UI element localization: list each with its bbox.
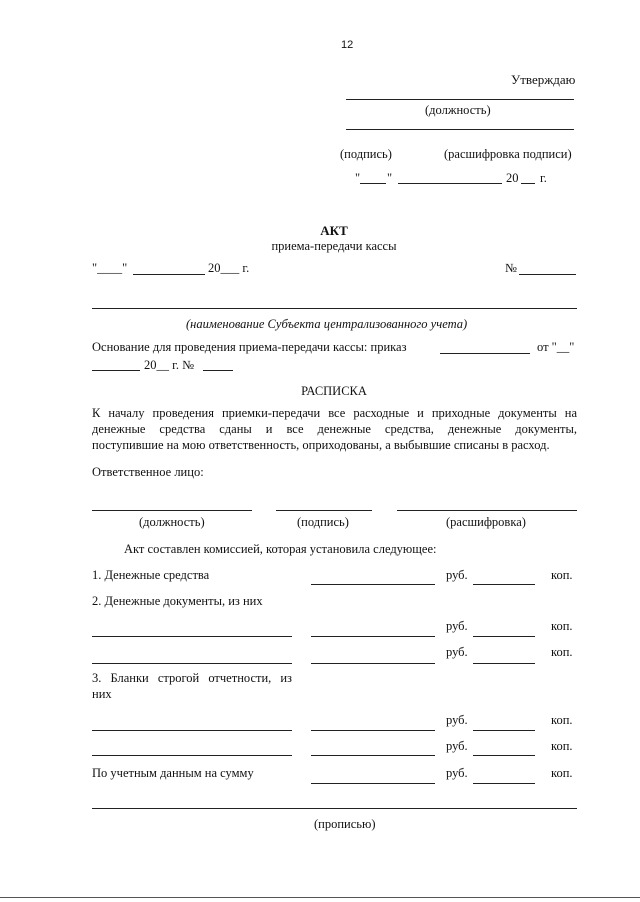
item-1-kop-line[interactable] (473, 584, 535, 585)
approval-date-day-line[interactable] (360, 183, 386, 184)
item-2-row-1-rub: руб. (446, 619, 468, 633)
item-3-label-line-1: 3. Бланки строгой отчетности, из (92, 671, 292, 685)
total-rub: руб. (446, 766, 468, 780)
item-2-row-1-kop: коп. (551, 619, 573, 633)
item-3-row-1-name-line[interactable] (92, 730, 292, 731)
item-3-row-2-rub: руб. (446, 739, 468, 753)
total-words-caption: (прописью) (314, 817, 376, 831)
act-date-year: 20___ г. (208, 261, 250, 275)
item-1-label: 1. Денежные средства (92, 568, 210, 582)
item-1-rub: руб. (446, 568, 468, 582)
responsible-signature-line[interactable] (276, 510, 372, 511)
total-kop-line[interactable] (473, 783, 535, 784)
basis-number-line[interactable] (203, 370, 233, 371)
item-3-row-2-kop: коп. (551, 739, 573, 753)
basis-text: Основание для проведения приема-передачи кассы: приказ (92, 340, 407, 354)
item-3-row-1-kop-line[interactable] (473, 730, 535, 731)
approval-date-month-line[interactable] (398, 183, 502, 184)
approval-decode-caption: (расшифровка подписи) (444, 147, 572, 161)
act-title: АКТ (320, 223, 348, 238)
item-2-row-2-name-line[interactable] (92, 663, 292, 664)
item-2-label: 2. Денежные документы, из них (92, 594, 263, 608)
basis-order-line[interactable] (440, 353, 530, 354)
item-1-kop: коп. (551, 568, 573, 582)
receipt-line-3: поступившие на мою ответственность, оприходованы, а выбывшие списаны в расход. (92, 438, 550, 452)
approval-name-line[interactable] (346, 129, 574, 130)
approval-date-quote-open: " (355, 171, 361, 185)
commission-intro: Акт составлен комиссией, которая установила следующее: (124, 542, 437, 556)
approval-date-year-line[interactable] (521, 183, 535, 184)
act-subtitle: приема-передачи кассы (271, 239, 397, 253)
item-2-row-1-kop-line[interactable] (473, 636, 535, 637)
org-name-caption: (наименование Субъекта централизованного учета) (186, 317, 468, 331)
item-1-rub-line[interactable] (311, 584, 435, 585)
item-3-row-2-name-line[interactable] (92, 755, 292, 756)
responsible-signature-caption: (подпись) (297, 515, 349, 529)
approval-position-line[interactable] (346, 99, 574, 100)
item-3-row-1-kop: коп. (551, 713, 573, 727)
item-3-row-2-kop-line[interactable] (473, 755, 535, 756)
item-2-row-2-rub: руб. (446, 645, 468, 659)
responsible-decode-line[interactable] (397, 510, 577, 511)
basis-year-number: 20__ г. № (144, 358, 195, 372)
page-number: 12 (341, 39, 354, 51)
approval-date-suffix: г. (540, 171, 547, 185)
approval-date-quote-close: " (387, 171, 393, 185)
scan-edge-line (0, 897, 640, 898)
responsible-decode-caption: (расшифровка) (446, 515, 526, 529)
total-words-line[interactable] (92, 808, 577, 809)
approval-title: Утверждаю (511, 72, 576, 87)
item-2-row-2-rub-line[interactable] (311, 663, 435, 664)
responsible-position-line[interactable] (92, 510, 252, 511)
item-2-row-1-name-line[interactable] (92, 636, 292, 637)
basis-date-month-line[interactable] (92, 370, 140, 371)
receipt-title: РАСПИСКА (301, 384, 367, 398)
approval-position-caption: (должность) (425, 103, 491, 117)
item-3-row-1-rub: руб. (446, 713, 468, 727)
receipt-line-2: денежные средства сданы и все денежные средства, денежные документы, (92, 422, 577, 436)
act-date-month-line[interactable] (133, 274, 205, 275)
total-label: По учетным данным на сумму (92, 766, 254, 780)
receipt-line-1: К началу проведения приемки-передачи все расходные и приходные документы на (92, 406, 577, 420)
total-kop: коп. (551, 766, 573, 780)
item-2-row-2-kop: коп. (551, 645, 573, 659)
item-2-row-1-rub-line[interactable] (311, 636, 435, 637)
act-number-line[interactable] (519, 274, 576, 275)
basis-date-label: от "__" (537, 340, 575, 354)
item-3-row-2-rub-line[interactable] (311, 755, 435, 756)
act-number-label: № (505, 261, 517, 275)
item-3-row-1-rub-line[interactable] (311, 730, 435, 731)
responsible-label: Ответственное лицо: (92, 465, 204, 479)
responsible-position-caption: (должность) (139, 515, 205, 529)
act-date-day: "____" (92, 261, 128, 275)
org-name-line[interactable] (92, 308, 577, 309)
item-3-label-line-2: них (92, 687, 112, 701)
approval-signature-caption: (подпись) (340, 147, 392, 161)
approval-date-year: 20 (506, 171, 519, 185)
total-rub-line[interactable] (311, 783, 435, 784)
item-2-row-2-kop-line[interactable] (473, 663, 535, 664)
